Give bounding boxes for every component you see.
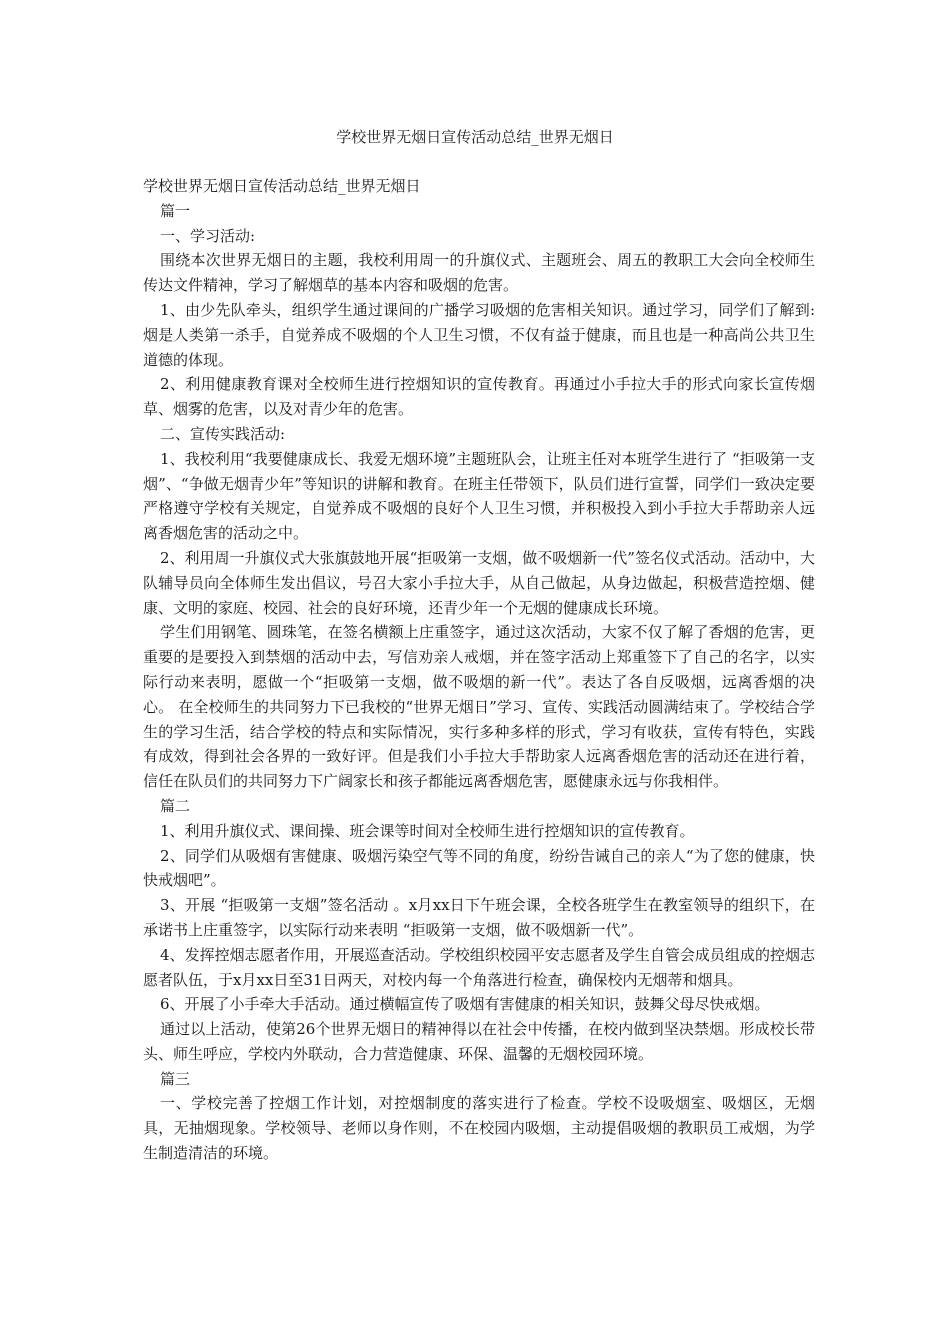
paragraph: 围绕本次世界无烟日的主题，我校利用周一的升旗仪式、主题班会、周五的教职工大会向全校师生传达文件精神，学习了解烟草的基本内容和吸烟的危害。: [143, 251, 815, 295]
paragraph: 二、宣传实践活动:: [160, 424, 286, 443]
document-body: [143, 174, 815, 1166]
paragraph: 2、利用健康教育课对全校师生进行控烟知识的宣传教育。再通过小手拉大手的形式向家长宣传烟草、烟雾的危害，以及对青少年的危害。: [143, 375, 815, 419]
paragraph: 4、发挥控烟志愿者作用，开展巡查活动。学校组织校园平安志愿者及学生自管会成员组成的控烟志愿者队伍，于x月xx日至31日两天，对校内每一个角落进行检查，确保校内无烟蒂和烟具。: [143, 945, 815, 989]
paragraph: 1、利用升旗仪式、课间操、班会课等时间对全校师生进行控烟知识的宣传教育。: [160, 821, 695, 840]
paragraph: 1、我校利用“我要健康成长、我爱无烟环境”主题班队会，让班主任对本班学生进行了 “拒吸第一支烟”、“争做无烟青少年”等知识的讲解和教育。在班主任带领下，队员们进行宣誓，同学们一致决定要严格遵守学校有关规定，自觉养成不吸烟的良好个人卫生习惯，并积极投入到小手拉大手帮助亲人远离香烟危害的活动之中。: [143, 449, 815, 543]
paragraph: 一、学校完善了控烟工作计划，对控烟制度的落实进行了检查。学校不设吸烟室、吸烟区，无烟具，无抽烟现象。学校领导、老师以身作则，不在校园内吸烟，主动提倡吸烟的教职员工戒烟，为学生制造清洁的环境。: [143, 1094, 815, 1163]
paragraph: 篇一: [160, 201, 191, 220]
paragraph: 6、开展了小手牵大手活动。通过横幅宣传了吸烟有害健康的相关知识，鼓舞父母尽快戒烟。: [160, 995, 770, 1014]
paragraph: 学生们用钢笔、圆珠笔，在签名横额上庄重签字，通过这次活动，大家不仅了解了香烟的危害，更重要的是要投入到禁烟的活动中去，写信劝亲人戒烟，并在签字活动上郑重签下了自己的名字，以实际行动来表明，愿做一个“拒吸第一支烟，做不吸烟的新一代”。表达了各自反吸烟，远离香烟的决心。 在全校师生的共同努力下已我校的“世界无烟日”学习、宣传、实践活动圆满结束了。学校结合学生的学习生活，结合学校的特点和实际情况，实行多种多样的形式，学习有收获，宣传有特色，实践有成效，得到社会各界的一致好评。但是我们小手拉大手帮助家人远离香烟危害的活动还在进行着，信任在队员们的共同努力下广阔家长和孩子都能远离香烟危害，愿健康永远与你我相伴。: [143, 623, 815, 791]
paragraph: 学校世界无烟日宣传活动总结_世界无烟日: [143, 177, 421, 195]
document-title: 学校世界无烟日宣传活动总结_世界无烟日: [336, 128, 614, 146]
paragraph: 3、开展 “拒吸第一支烟”签名活动 。x月xx日下午班会课，全校各班学生在教室领导的组织下，在承诺书上庄重签字，以实际行动来表明 “拒吸第一支烟，做不吸烟新一代”。: [143, 896, 815, 939]
paragraph: 篇三: [160, 1069, 191, 1088]
paragraph: 1、由少先队牵头，组织学生通过课间的广播学习吸烟的危害相关知识。通过学习，同学们了解到:烟是人类第一杀手，自觉养成不吸烟的个人卫生习惯，不仅有益于健康，而且也是一种高尚公共卫生道德的体现。: [143, 300, 815, 369]
paragraph: 2、利用周一升旗仪式大张旗鼓地开展“拒吸第一支烟，做不吸烟新一代”签名仪式活动。活动中，大队辅导员向全体师生发出倡议，号召大家小手拉大手，从自己做起，从身边做起，积极营造控烟、健康、文明的家庭、校园、社会的良好环境，还青少年一个无烟的健康成长环境。: [143, 548, 815, 617]
paragraph: 通过以上活动，使第26个世界无烟日的精神得以在社会中传播，在校内做到坚决禁烟。形成校长带头、师生呼应，学校内外联动，合力营造健康、环保、温馨的无烟校园环境。: [143, 1020, 815, 1063]
paragraph: 2、同学们从吸烟有害健康、吸烟污染空气等不同的角度，纷纷告诫自己的亲人“为了您的健康，快快戒烟吧”。: [143, 846, 815, 890]
paragraph: 篇二: [160, 796, 191, 815]
paragraph: 一、学习活动:: [160, 226, 256, 245]
